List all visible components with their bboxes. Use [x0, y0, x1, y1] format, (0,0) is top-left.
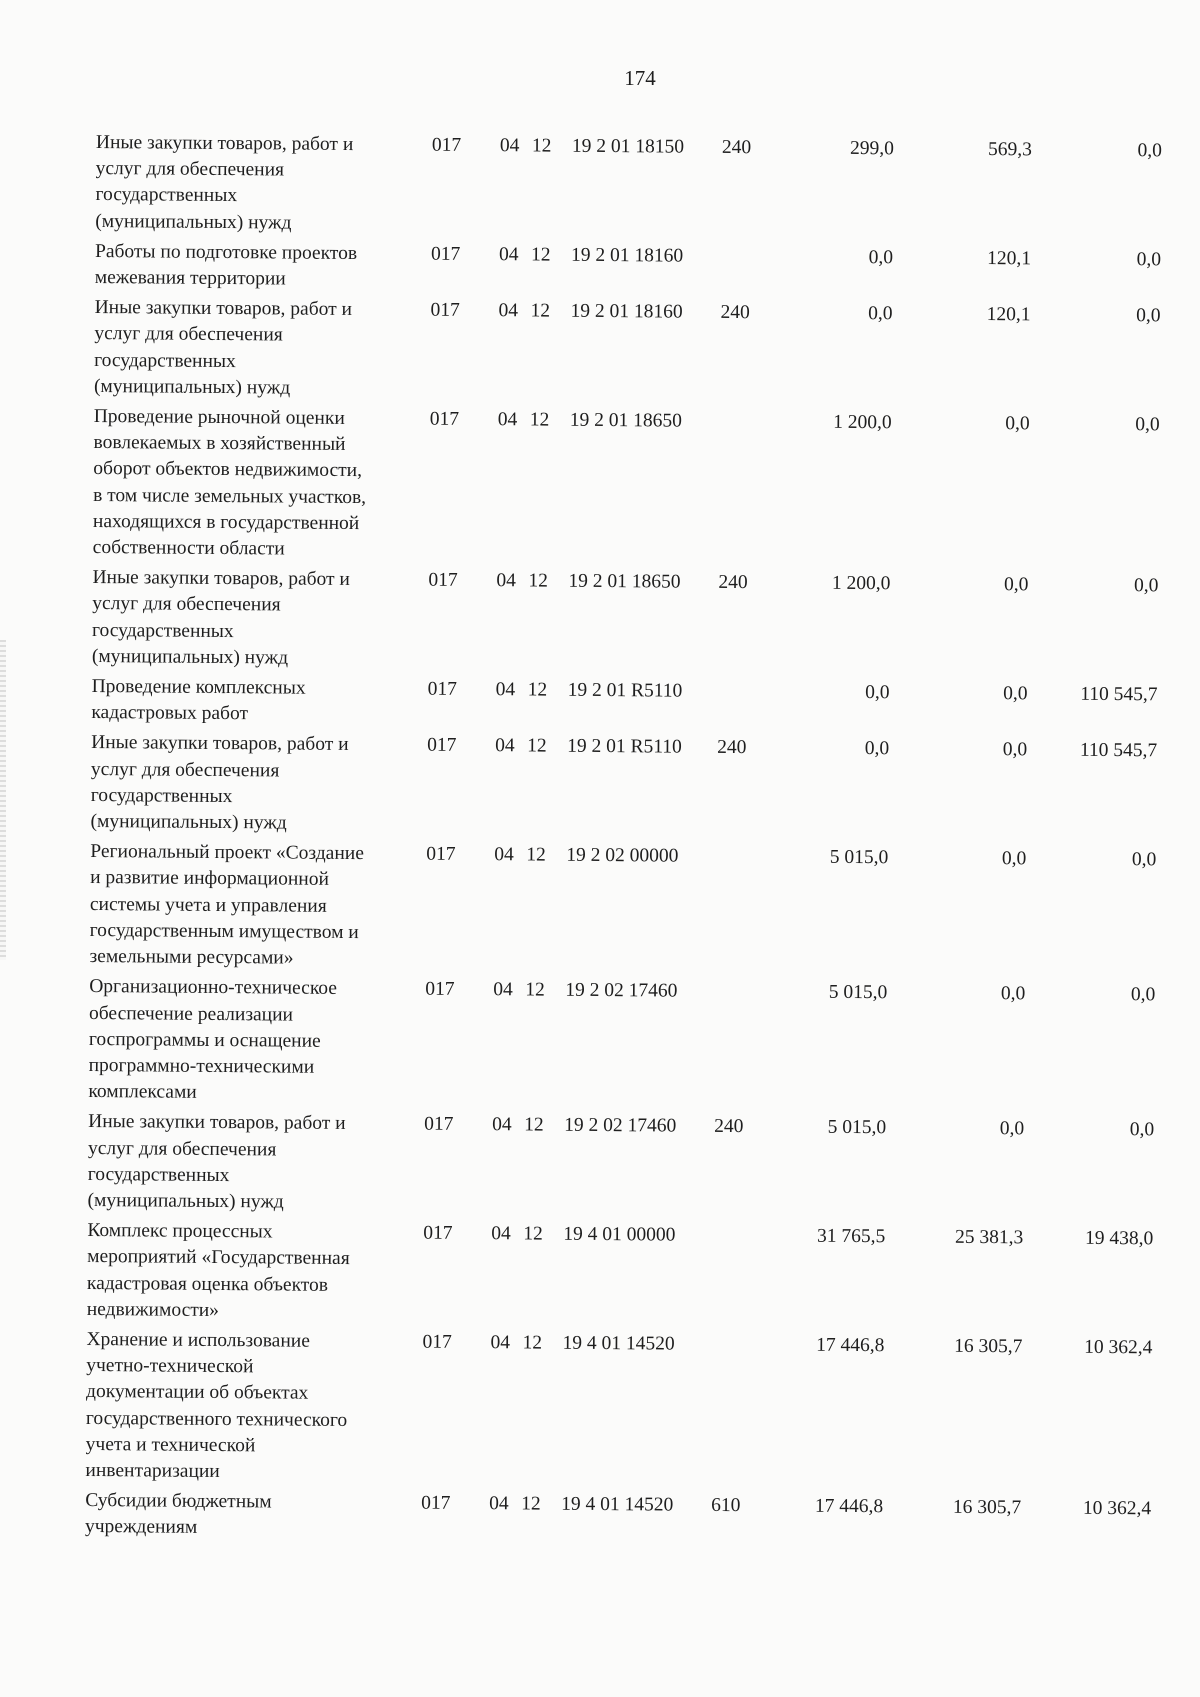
- page-number: 174: [624, 66, 656, 90]
- subsection-code: 12: [530, 300, 551, 322]
- row-name-line: комплексами: [88, 1081, 197, 1103]
- amount-year-3: 10 362,4: [1084, 1336, 1153, 1359]
- table-row: [92, 565, 1183, 678]
- expense-type: [711, 1332, 774, 1490]
- row-name-line: программно-техническими: [88, 1054, 315, 1078]
- row-name: [94, 295, 431, 402]
- budget-table: [85, 130, 1186, 1553]
- table-row: [88, 974, 1179, 1114]
- section-code: 04: [497, 409, 518, 431]
- amount-year-2: 16 305,7: [954, 1335, 1023, 1358]
- row-name: [87, 1109, 424, 1216]
- row-name-line: государственным имуществом и: [89, 919, 359, 943]
- section-code: 04: [498, 243, 519, 266]
- row-name: [92, 565, 429, 672]
- target-article: 19 2 02 17460: [565, 980, 678, 1002]
- row-name-line: документации об объектах: [86, 1381, 309, 1405]
- row-name: [95, 130, 432, 237]
- amount-year-1: 299,0: [849, 137, 894, 160]
- target-article: 19 2 01 18150: [571, 135, 685, 158]
- amount-year-1: 17 446,8: [816, 1334, 885, 1357]
- row-name-line: (муниципальных) нужд: [95, 210, 292, 234]
- expense-type: 240: [717, 737, 747, 759]
- subsection-code: 12: [526, 844, 546, 866]
- row-name-line: Субсидии бюджетным: [85, 1490, 272, 1513]
- row-name-line: межевания территории: [94, 267, 286, 290]
- amount-year-1: 0,0: [868, 246, 894, 269]
- amount-year-2: 0,0: [1005, 413, 1030, 435]
- row-name-line: услуг для обеспечения: [95, 158, 285, 181]
- amount-year-3: 0,0: [1130, 984, 1156, 1006]
- section-code: 04: [495, 735, 515, 757]
- target-article: 19 2 01 R5110: [567, 679, 683, 702]
- section-code: 04: [491, 1223, 511, 1245]
- expense-type: [719, 409, 782, 567]
- row-name-line: Работы по подготовке проектов: [94, 240, 358, 264]
- expense-type: [714, 979, 777, 1110]
- target-article: 19 2 02 17460: [564, 1115, 677, 1137]
- expense-type: [717, 679, 779, 732]
- amount-year-2: 16 305,7: [952, 1496, 1022, 1519]
- target-article: 19 4 01 14520: [561, 1493, 674, 1516]
- subsection-code: 12: [528, 570, 549, 592]
- row-name-line: государственных: [87, 1163, 230, 1186]
- row-name-line: Региональный проект «Создание: [90, 841, 364, 865]
- row-name-line: услуг для обеспечения: [90, 758, 280, 782]
- amount-year-2: 0,0: [1001, 848, 1027, 870]
- row-name-line: Организационно-техническое: [89, 976, 338, 1000]
- row-name-line: оборот объектов недвижимости,: [93, 458, 363, 482]
- table-row: [85, 1488, 1175, 1549]
- section-code: 04: [489, 1493, 509, 1515]
- amount-year-3: 0,0: [1133, 575, 1159, 597]
- row-name-line: Иные закупки товаров, работ и: [92, 567, 350, 591]
- subsection-code: 12: [531, 135, 552, 157]
- row-name-line: мероприятий «Государственная: [87, 1246, 350, 1270]
- amount-year-2: 0,0: [1003, 574, 1029, 596]
- expense-type: 240: [714, 1116, 744, 1138]
- row-name-line: государственных: [95, 184, 238, 207]
- table-row: [95, 130, 1186, 243]
- ministry-code: 017: [424, 1113, 454, 1136]
- row-name-line: (муниципальных) нужд: [90, 811, 287, 834]
- row-name-line: инвентаризации: [85, 1459, 220, 1482]
- amount-year-3: 0,0: [1137, 140, 1162, 162]
- amount-year-1: 5 015,0: [829, 847, 889, 869]
- table-row: [93, 404, 1184, 570]
- row-name-line: собственности области: [92, 537, 285, 560]
- row-name: [85, 1327, 422, 1487]
- table-row: [94, 295, 1185, 408]
- row-name: [91, 674, 427, 729]
- amount-year-3: 110 545,7: [1079, 740, 1158, 762]
- ministry-code: 017: [426, 843, 456, 866]
- row-name-line: Иные закупки товаров, работ и: [88, 1111, 346, 1135]
- amount-year-3: 110 545,7: [1080, 683, 1158, 706]
- amount-year-2: 120,1: [987, 247, 1032, 270]
- amount-year-2: 0,0: [1000, 983, 1026, 1005]
- row-name-line: Иные закупки товаров, работ и: [94, 297, 353, 321]
- row-name: [93, 404, 430, 564]
- amount-year-2: 0,0: [999, 1118, 1025, 1140]
- row-name-line: услуг для обеспечения: [94, 323, 283, 346]
- ministry-code: 017: [431, 134, 462, 156]
- row-name: [85, 1488, 421, 1543]
- expense-type: 240: [720, 302, 750, 324]
- expense-type: [713, 1223, 776, 1328]
- row-name-line: вовлекаемых в хозяйственный: [93, 432, 346, 456]
- amount-year-3: 0,0: [1131, 849, 1157, 871]
- target-article: 19 2 01 18160: [570, 244, 684, 267]
- target-article: 19 4 01 00000: [563, 1223, 676, 1246]
- ministry-code: 017: [425, 978, 455, 1001]
- row-name-line: недвижимости»: [86, 1298, 220, 1321]
- amount-year-1: 31 765,5: [817, 1225, 886, 1248]
- ministry-code: 017: [422, 1331, 452, 1353]
- amount-year-3: 0,0: [1129, 1119, 1155, 1141]
- row-name-line: в том числе земельных участков,: [93, 484, 367, 508]
- subsection-code: 12: [530, 244, 551, 266]
- amount-year-2: 120,1: [986, 304, 1031, 326]
- expense-type: 610: [711, 1495, 741, 1517]
- row-name-line: учета и технической: [85, 1433, 256, 1457]
- row-name-line: Хранение и использование: [86, 1328, 310, 1352]
- ministry-code: 017: [430, 243, 461, 265]
- row-name-line: государственных: [91, 619, 234, 642]
- amount-year-3: 0,0: [1135, 414, 1160, 436]
- row-name-line: Комплекс процессных: [87, 1220, 273, 1243]
- table-row: [91, 674, 1181, 735]
- row-name-line: Проведение рыночной оценки: [93, 406, 345, 429]
- section-code: 04: [498, 300, 519, 322]
- expense-type: [721, 244, 783, 297]
- ministry-code: 017: [423, 1222, 453, 1244]
- target-article: 19 4 01 14520: [562, 1332, 675, 1355]
- row-name-line: государственных: [90, 784, 233, 807]
- ministry-code: 017: [427, 735, 457, 757]
- row-name-line: системы учета и управления: [89, 893, 327, 917]
- subsection-code: 12: [529, 409, 550, 431]
- table-row: [95, 239, 1185, 300]
- row-name: [88, 974, 425, 1108]
- table-row: [87, 1109, 1178, 1222]
- amount-year-1: 1 200,0: [833, 411, 892, 434]
- table-row: [89, 839, 1180, 979]
- target-article: 19 2 01 18650: [568, 570, 681, 593]
- section-code: 04: [496, 570, 517, 592]
- table-row: [87, 1218, 1178, 1331]
- amount-year-3: 10 362,4: [1082, 1497, 1152, 1520]
- section-code: 04: [499, 135, 520, 157]
- row-name-line: находящихся в государственной: [92, 510, 360, 534]
- subsection-code: 12: [524, 1114, 544, 1136]
- row-name-line: учетно-технической: [86, 1355, 254, 1378]
- expense-type: 240: [718, 572, 748, 594]
- amount-year-2: 0,0: [1002, 739, 1028, 761]
- row-name: [87, 1218, 424, 1325]
- table-row: [90, 730, 1181, 843]
- ministry-code: 017: [430, 299, 460, 322]
- ministry-code: 017: [421, 1492, 451, 1514]
- target-article: 19 2 02 00000: [566, 844, 679, 867]
- scan-edge-artifact: [0, 640, 6, 960]
- section-code: 04: [494, 844, 514, 866]
- ministry-code: 017: [428, 569, 458, 592]
- section-code: 04: [493, 979, 513, 1001]
- row-name: [89, 839, 426, 973]
- expense-type: 240: [721, 136, 752, 159]
- amount-year-1: 5 015,0: [827, 1117, 887, 1139]
- section-code: 04: [492, 1114, 512, 1136]
- row-name-line: кадастровая оценка объектов: [86, 1272, 329, 1296]
- target-article: 19 2 01 R5110: [567, 736, 682, 759]
- row-name-line: (муниципальных) нужд: [87, 1189, 284, 1213]
- subsection-code: 12: [527, 735, 547, 758]
- row-name-line: (муниципальных) нужд: [91, 645, 289, 669]
- row-name-line: Проведение комплексных: [91, 676, 306, 699]
- row-name-line: (муниципальных) нужд: [93, 375, 291, 399]
- row-name-line: кадастровых работ: [91, 702, 249, 725]
- subsection-code: 12: [521, 1493, 541, 1515]
- amount-year-1: 17 446,8: [814, 1495, 884, 1518]
- amount-year-1: 0,0: [864, 738, 890, 760]
- subsection-code: 12: [522, 1332, 543, 1354]
- amount-year-2: 0,0: [1003, 683, 1028, 705]
- amount-year-3: 19 438,0: [1084, 1227, 1154, 1250]
- amount-year-3: 0,0: [1136, 248, 1162, 271]
- row-name-line: государственного технического: [85, 1407, 348, 1431]
- row-name: [95, 239, 431, 294]
- row-name: [90, 730, 427, 837]
- section-code: 04: [495, 679, 516, 701]
- row-name-line: земельными ресурсами»: [89, 946, 294, 969]
- subsection-code: 12: [523, 1223, 543, 1245]
- row-name-line: услуг для обеспечения: [87, 1137, 277, 1160]
- amount-year-3: 0,0: [1136, 305, 1161, 327]
- row-name-line: обеспечение реализации: [88, 1002, 294, 1026]
- ministry-code: 017: [429, 408, 460, 430]
- amount-year-1: 5 015,0: [828, 982, 888, 1004]
- subsection-code: 12: [527, 679, 548, 701]
- target-article: 19 2 01 18160: [570, 300, 683, 323]
- row-name-line: услуг для обеспечения: [92, 593, 281, 616]
- target-article: 19 2 01 18650: [569, 409, 682, 432]
- row-name-line: и развитие информационной: [90, 867, 330, 891]
- amount-year-1: 1 200,0: [831, 573, 891, 595]
- ministry-code: 017: [427, 678, 457, 700]
- amount-year-1: 0,0: [865, 682, 890, 704]
- expense-type: [715, 844, 778, 975]
- amount-year-1: 0,0: [868, 303, 893, 325]
- subsection-code: 12: [525, 979, 545, 1001]
- row-name-line: государственных: [94, 349, 236, 372]
- table-row: [85, 1327, 1176, 1493]
- row-name-line: Иные закупки товаров, работ и: [95, 131, 354, 156]
- amount-year-2: 25 381,3: [954, 1226, 1024, 1249]
- amount-year-2: 569,3: [987, 139, 1032, 161]
- row-name-line: Иные закупки товаров, работ и: [91, 732, 349, 756]
- section-code: 04: [490, 1332, 511, 1354]
- row-name-line: учреждениям: [84, 1516, 198, 1539]
- row-name-line: госпрограммы и оснащение: [88, 1028, 321, 1052]
